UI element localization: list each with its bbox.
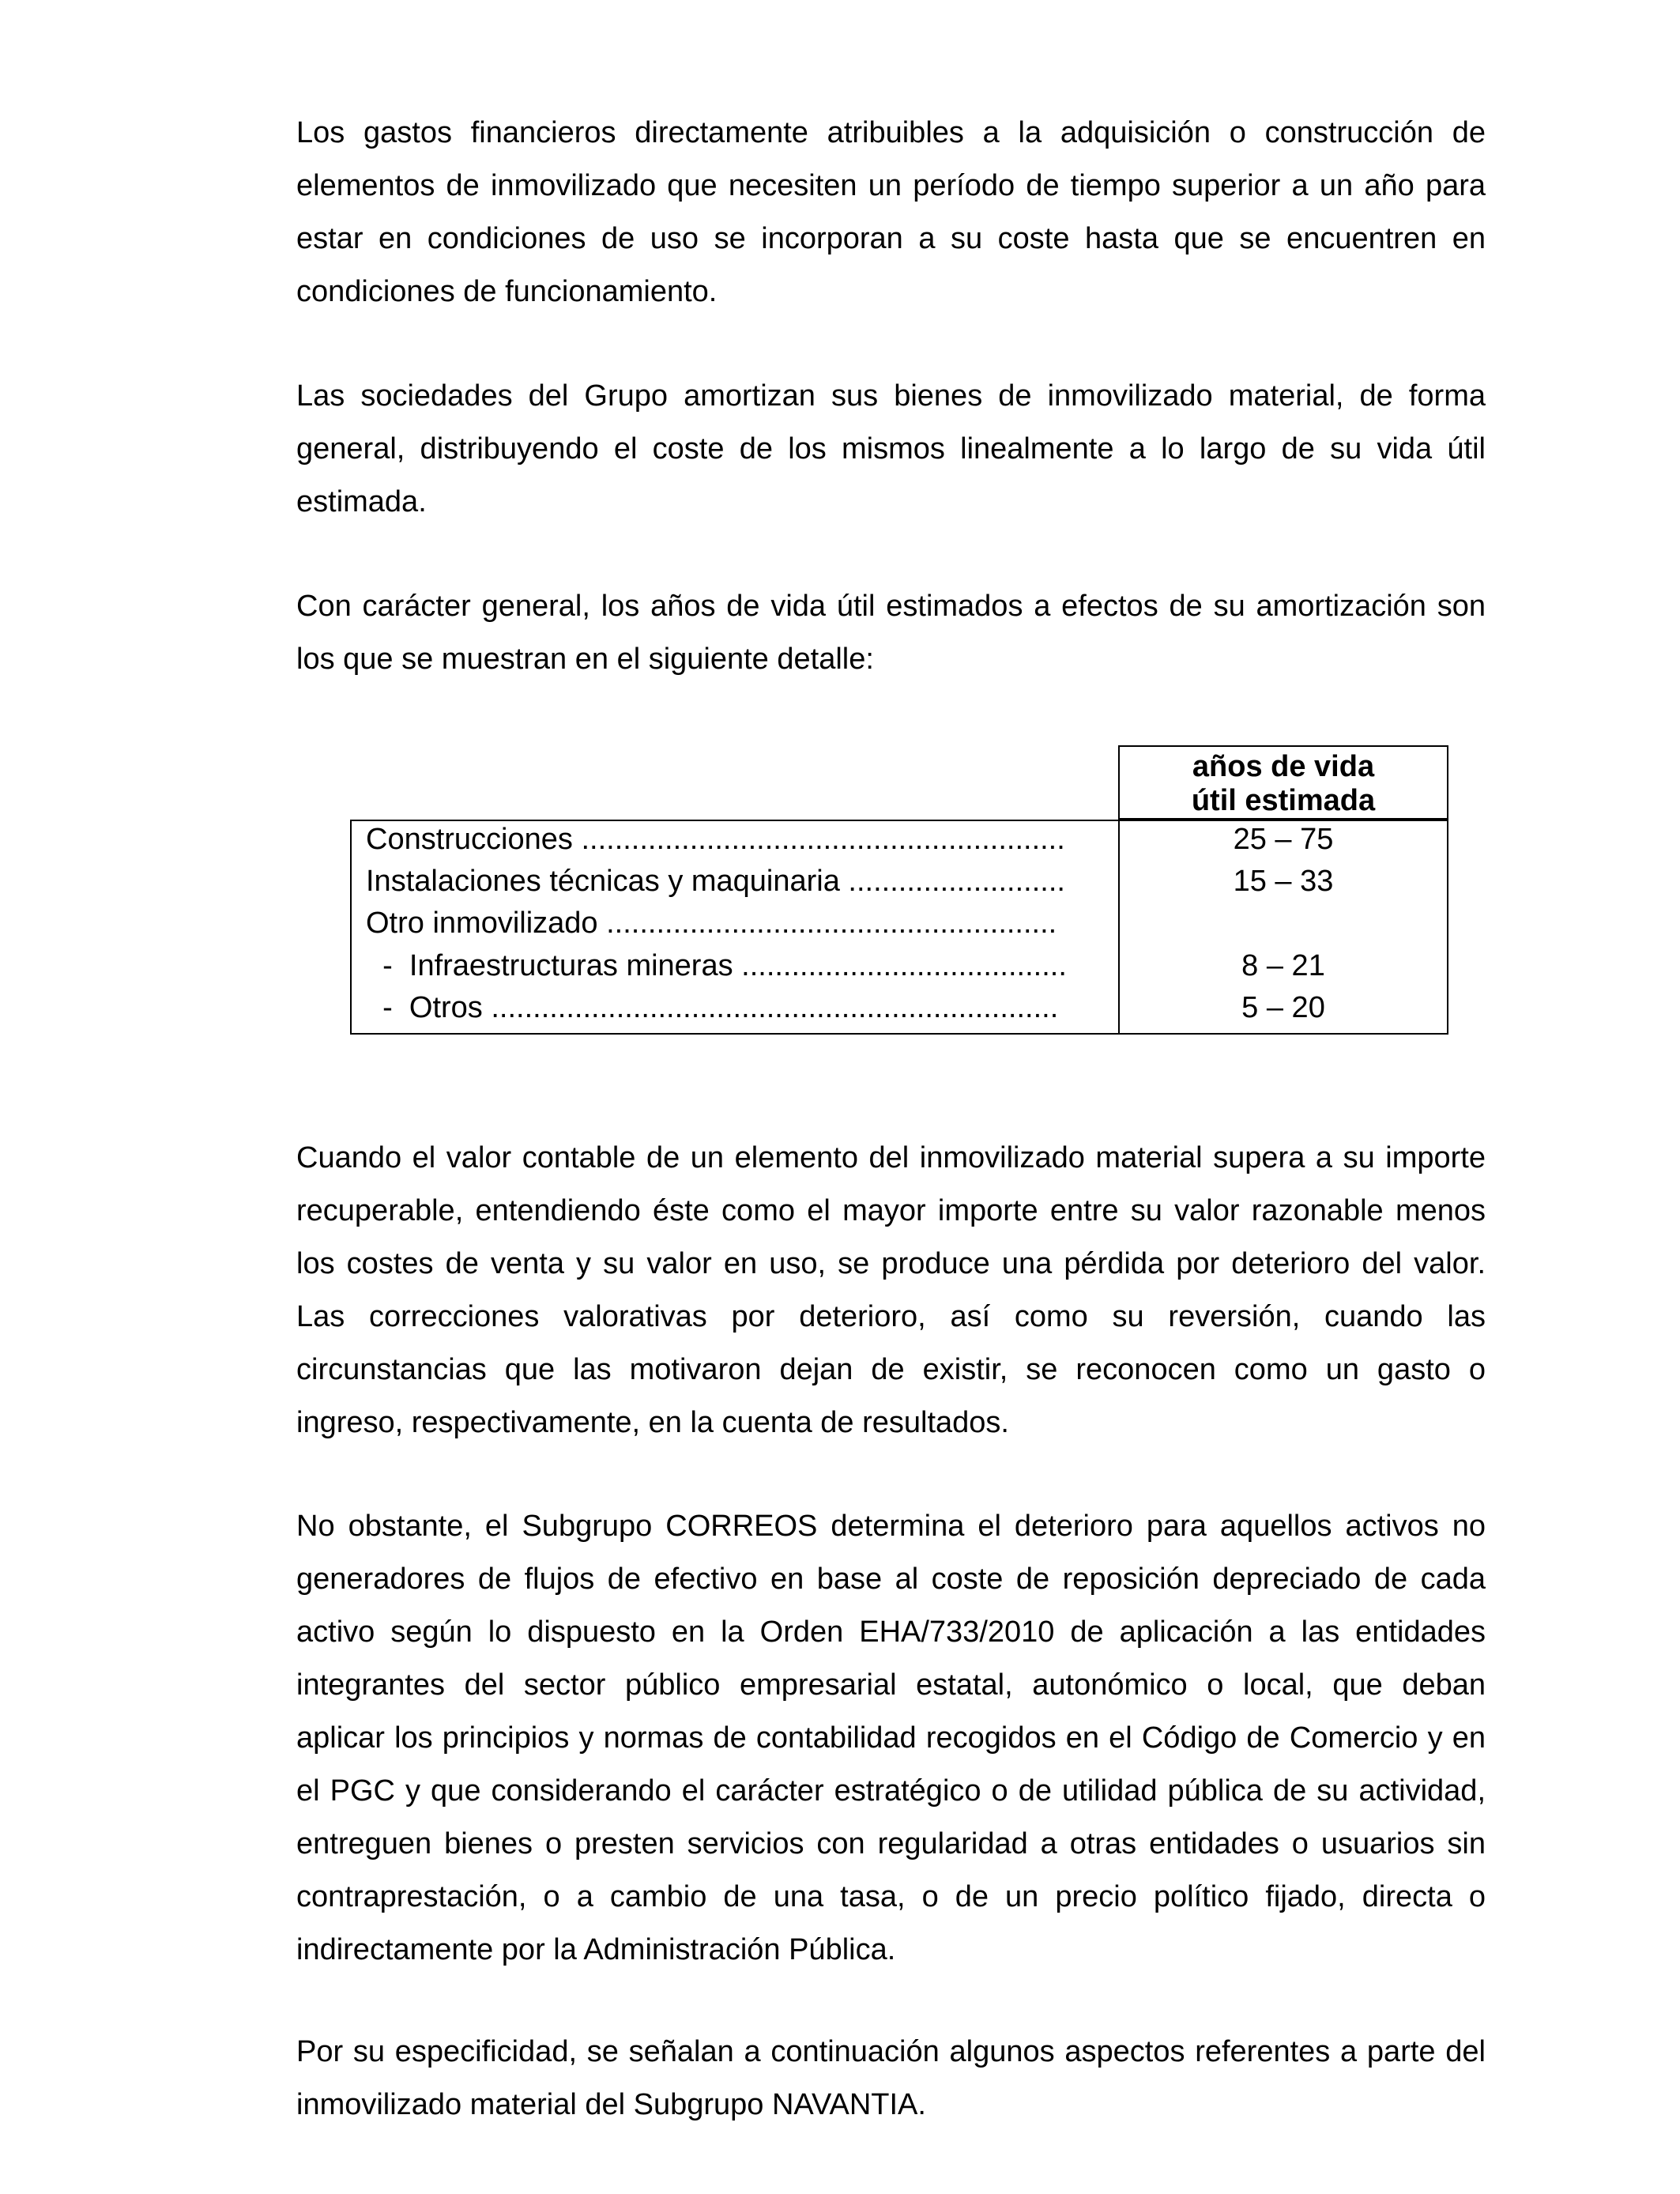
text-line: el PGC y que considerando el carácter estratégico o de utilidad pública de su actividad, [296,1774,1486,1808]
text-line: contraprestación, o a cambio de una tasa, o de un precio político fijado, directa o [296,1880,1486,1913]
text-line: condiciones de funcionamiento. [296,275,718,308]
text-line: Los gastos financieros directamente atribuibles a la adquisición o construcción de [296,116,1486,149]
text-line: Cuando el valor contable de un elemento del inmovilizado material supera a su importe [296,1141,1486,1174]
table-row-label: Construcciones .......................................................... [366,823,1065,856]
table-header-useful-life [1118,745,1448,820]
table-row-value: 25 – 75 [1233,823,1334,856]
text-line: No obstante, el Subgrupo CORREOS determina el deterioro para aquellos activos no [296,1510,1486,1543]
text-line: elementos de inmovilizado que necesiten un período de tiempo superior a un año para [296,169,1486,202]
table-row [0,987,1680,1029]
text-line: entreguen bienes o presten servicios con regularidad a otras entidades o usuarios sin [296,1827,1486,1860]
text-line: Por su especificidad, se señalan a continuación algunos aspectos referentes a parte del [296,2035,1486,2068]
text-line: estar en condiciones de uso se incorporan a su coste hasta que se encuentren en [296,222,1486,255]
table-header-line: años de vida [1192,750,1375,783]
table-row [0,861,1680,903]
text-line: general, distribuyendo el coste de los mismos linealmente a lo largo de su vida útil [296,432,1486,466]
text-line: activo según lo dispuesto en la Orden EHA/733/2010 de aplicación a las entidades [296,1615,1486,1649]
table-header-line: útil estimada [1191,784,1376,817]
table-row-label: Otro inmovilizado ...................................................... [366,907,1057,940]
text-line: ingreso, respectivamente, en la cuenta de resultados. [296,1406,1009,1439]
text-line: Las correcciones valorativas por deterioro, así como su reversión, cuando las [296,1300,1486,1333]
paragraph-depreciation [296,370,1486,529]
text-line: estimada. [296,485,427,518]
paragraph-financial-expenses [296,107,1486,319]
text-line: integrantes del sector público empresarial estatal, autonómico o local, que deban [296,1668,1486,1702]
table-row-value: 5 – 20 [1241,991,1325,1024]
table-row-label: Instalaciones técnicas y maquinaria .......................... [366,865,1065,898]
table-row [0,945,1680,987]
table-row-value: 15 – 33 [1233,865,1334,898]
paragraph-impairment [296,1132,1486,1449]
text-line: generadores de flujos de efectivo en base al coste de reposición depreciado de cada [296,1563,1486,1596]
text-line: los que se muestran en el siguiente detalle: [296,643,874,676]
table-row-label: - Infraestructuras mineras ....................................... [366,949,1067,982]
text-line: circunstancias que las motivaron dejan de existir, se reconocen como un gasto o [296,1353,1486,1386]
table-row [0,819,1680,861]
table-row-value: 8 – 21 [1241,949,1325,982]
text-line: Las sociedades del Grupo amortizan sus bienes de inmovilizado material, de forma [296,379,1486,413]
table-row-label: - Otros .................................................................... [366,991,1059,1024]
table-row [0,903,1680,944]
text-line: recuperable, entendiendo éste como el mayor importe entre su valor razonable menos [296,1194,1486,1227]
paragraph-navantia [296,2026,1486,2132]
text-line: los costes de venta y su valor en uso, se produce una pérdida por deterioro del valor. [296,1247,1486,1280]
paragraph-correos [296,1500,1486,1977]
paragraph-useful-life-intro [296,580,1486,686]
text-line: Con carácter general, los años de vida útil estimados a efectos de su amortización son [296,590,1486,623]
text-line: inmovilizado material del Subgrupo NAVANTIA. [296,2088,926,2121]
text-line: indirectamente por la Administración Pública. [296,1933,896,1966]
text-line: aplicar los principios y normas de contabilidad recogidos en el Código de Comercio y en [296,1721,1486,1755]
